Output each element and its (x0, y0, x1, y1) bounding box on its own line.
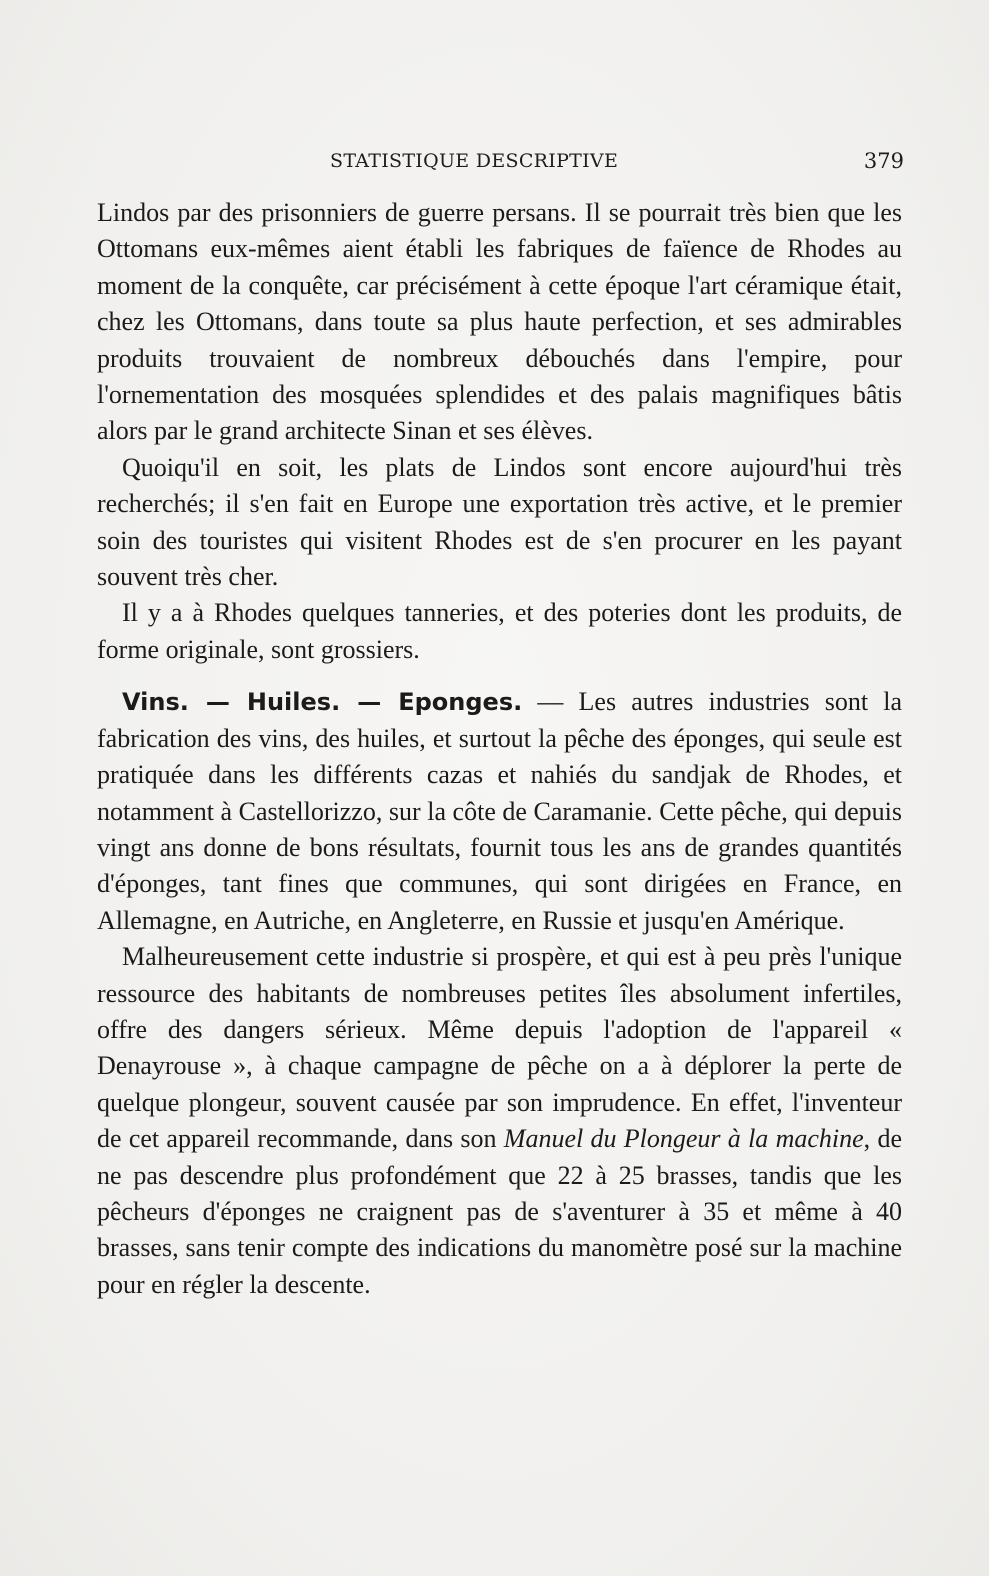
page-number: 379 (863, 149, 904, 173)
book-title: Manuel du Plongeur à la machine (503, 1124, 864, 1154)
paragraph-dangers-peche (97, 939, 902, 1303)
paragraph-text-before: Malheureusement cette industrie si prospère, et qui est à peu près l'unique ressource des habitants de nombreuses petites îles absolument infertiles, offre des dangers sérieux. Même depuis l'adoption de l'appareil « Denayrouse », à chaque campagne de pêche on a à déplorer la perte de quelque plongeur, souvent causée par son imprudence. En effet, l'inventeur de cet appareil recommande, dans son (97, 942, 902, 1154)
paragraph-plats-de-lindos: Quoiqu'il en soit, les plats de Lindos sont encore aujourd'hui très recherchés; il s'en fait en Europe une exportation très active, et le premier soin des touristes qui visitent Rhodes est de s'en procurer en les payant souvent très cher. (97, 452, 902, 592)
paragraph-text: — Les autres industries sont la fabrication des vins, des huiles, et surtout la pêche des éponges, qui seule est pratiquée dans les différents cazas et nahiés du sandjak de Rhodes, et notamment à Castellorizzo, sur la côte de Caramanie. Cette pêche, qui depuis vingt ans donne de bons résultats, fournit tous les ans de grandes quantités d'éponges, tant fines que communes, qui sont dirigées en France, en Allemagne, en Autriche, en Angleterre, en Russie et jusqu'en Amérique. (97, 687, 902, 935)
running-title: STATISTIQUE DESCRIPTIVE (330, 150, 619, 172)
section-heading: Vins. — Huiles. — Eponges. (122, 688, 523, 717)
paragraph-lindos-faience: Lindos par des prisonniers de guerre persans. Il se pourrait très bien que les Ottomans eux-mêmes aient établi les fabriques de faïence de Rhodes au moment de la conquête, car précisément à cette époque l'art céramique était, chez les Ottomans, dans toute sa plus haute perfection, et ses admirables produits trouvaient de nombreux débouchés dans l'empire, pour l'ornementation des mosquées splendides et des palais magnifiques bâtis alors par le grand architecte Sinan et ses élèves. (97, 198, 902, 446)
body-text (97, 195, 902, 1303)
paragraph-vins-huiles-eponges (97, 684, 902, 939)
paragraph-text-after: , de ne pas descendre plus profondément que 22 à 25 brasses, tandis que les pêcheurs d'éponges ne craignent pas de s'aventurer à 35 et même à 40 brasses, sans tenir compte des indications du manomètre posé sur la machine pour en régler la descente. (97, 1124, 902, 1299)
page-header (97, 150, 904, 180)
paragraph-tanneries: Il y a à Rhodes quelques tanneries, et des poteries dont les produits, de forme originale, sont grossiers. (97, 598, 902, 664)
